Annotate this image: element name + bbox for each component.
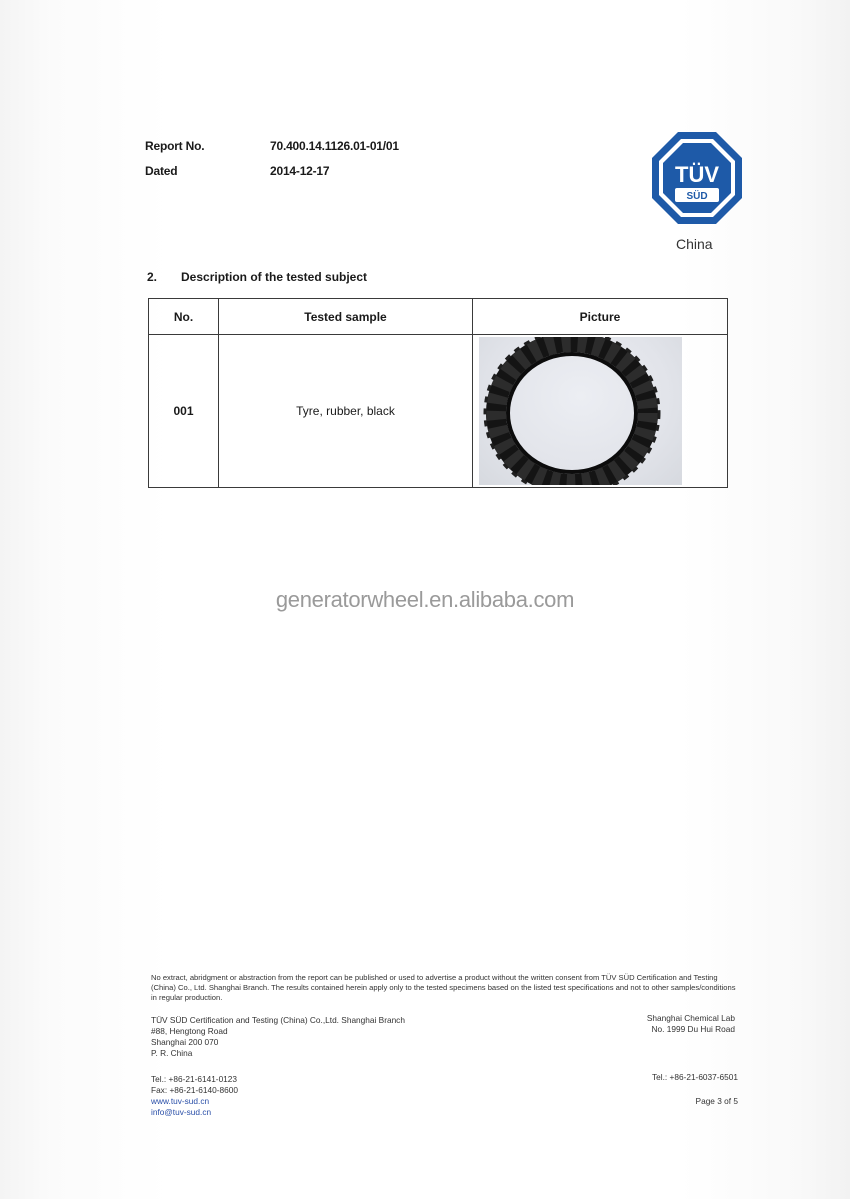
logo-sub: SÜD [686,191,708,202]
dated-label: Dated [145,164,178,178]
report-no-label: Report No. [145,139,205,153]
section-number: 2. [147,270,158,284]
col-header-sample: Tested sample [219,299,473,335]
address-line-3: P. R. China [151,1048,193,1058]
tyre-photo [479,337,682,485]
address-line-2: Shanghai 200 070 [151,1037,219,1047]
cell-sample: Tyre, rubber, black [219,335,473,488]
logo-wordmark: TÜV [675,162,719,187]
lab-address: No. 1999 Du Hui Road [651,1024,735,1034]
dated-value: 2014-12-17 [270,164,330,178]
website-link[interactable]: www.tuv-sud.cn [151,1096,210,1106]
page-number: Page 3 of 5 [695,1096,738,1106]
tested-subject-table [148,298,728,488]
col-header-no: No. [149,299,219,335]
email-link[interactable]: info@tuv-sud.cn [151,1107,212,1117]
watermark-text: generatorwheel.en.alibaba.com [275,587,575,612]
col-header-picture: Picture [473,299,728,335]
lab-tel: Tel.: +86-21-6037-6501 [651,1072,738,1082]
section-title: Description of the tested subject [181,270,368,284]
fax-line: Fax: +86-21-6140-8600 [151,1085,238,1095]
disclaimer-text: No extract, abridgment or abstraction from the report can be published or used to advertise a product without the written consent from TÜV SÜD Certification and Testing (China) Co., Ltd. Shanghai Branch. The results contained herein apply only to the tested specimens based on the listed test specifications and not to other samples/conditions in regular production. [151,973,736,1002]
tuv-sud-logo [650,130,744,226]
company-name: TÜV SÜD Certification and Testing (China) Co.,Ltd. Shanghai Branch [151,1015,405,1025]
report-no-value: 70.400.14.1126.01-01/01 [270,139,399,153]
address-line-1: #88, Hengtong Road [151,1026,228,1036]
lab-name: Shanghai Chemical Lab [646,1013,735,1023]
logo-caption: China [676,236,713,252]
cell-no: 001 [149,335,219,488]
tel-line: Tel.: +86-21-6141-0123 [151,1074,238,1084]
tyre-icon [479,337,682,485]
cell-picture [473,335,728,488]
table-header-row [149,299,728,335]
table-row [149,335,728,488]
